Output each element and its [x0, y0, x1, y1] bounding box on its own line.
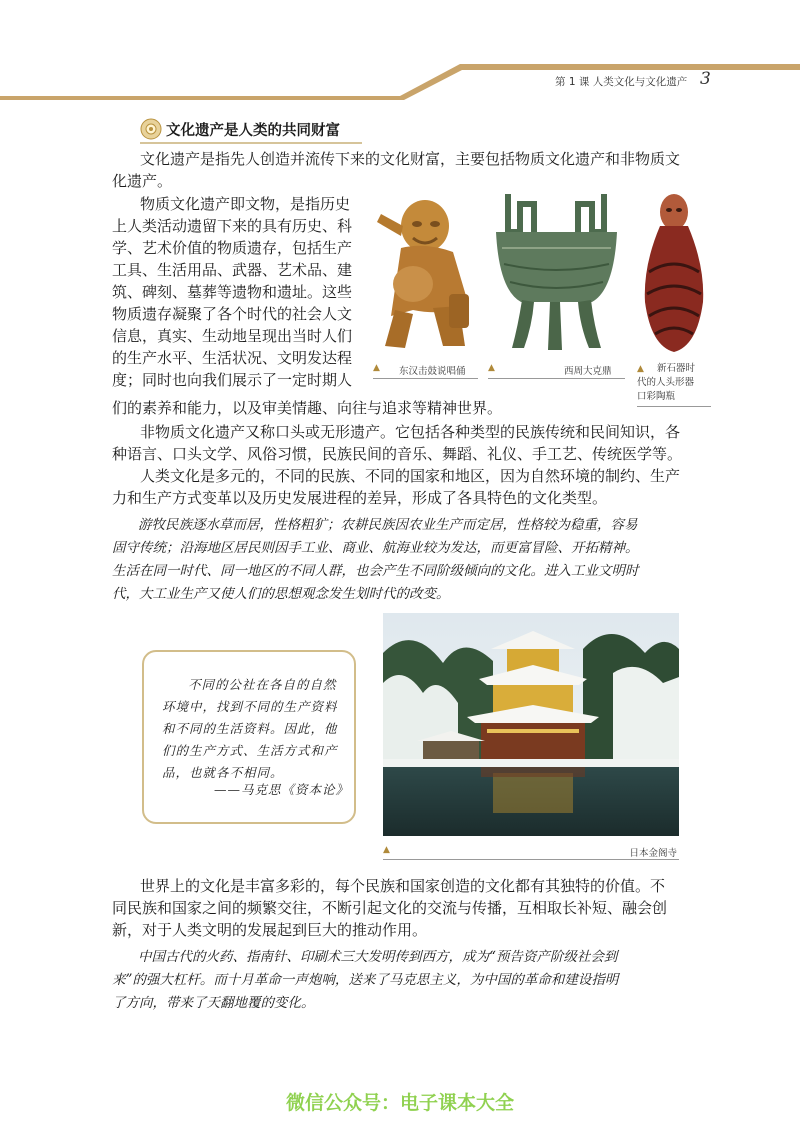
note-2-line: 中国古代的火药、指南针、印刷术三大发明传到西方，成为“预告资产阶级社会到 [138, 949, 618, 965]
paragraph-2-line: 信息，真实、生动地呈现出当时人们 [112, 327, 353, 345]
paragraph-3-line-1: 非物质文化遗产又称口头或无形遗产。它包括各种类型的民族传统和民间知识，各 [140, 423, 681, 441]
caption-rule [637, 406, 711, 407]
section-title-text: 文化遗产是人类的共同财富 [166, 122, 340, 139]
caption-rule [488, 378, 625, 379]
paragraph-2-line: 筑、碑刻、墓葬等遗物和遗址。这些 [112, 283, 353, 301]
paragraph-2-line: 物质遗存凝聚了各个时代的社会人文 [112, 305, 353, 323]
figure-3-caption-line: 新石器时 [657, 363, 696, 374]
page-number: 3 [700, 69, 711, 89]
bronze-ding-photo [488, 186, 625, 358]
paragraph-2-line: 上人类活动遗留下来的具有历史、科 [112, 217, 353, 235]
caption-triangle-icon: ▲ [488, 363, 495, 373]
paragraph-3-line-2: 种语言、口头文学、风俗习惯，民族民间的音乐、舞蹈、礼仪、手工艺、传统医学等。 [112, 445, 683, 463]
paragraph-2-line: 工具、生活用品、武器、艺术品、建 [112, 261, 353, 279]
quote-box [142, 650, 356, 824]
caption-triangle-icon: ▲ [383, 845, 390, 855]
caption-triangle-icon: ▲ [637, 364, 644, 374]
quote-source: ——马克思《资本论》 [214, 782, 350, 797]
paragraph-2-line: 度；同时也向我们展示了一定时期人 [112, 371, 353, 389]
caption-triangle-icon: ▲ [373, 363, 380, 373]
note-2-line: 来”的强大杠杆。而十月革命一声炮响，送来了马克思主义，为中国的革命和建设指明 [112, 972, 619, 988]
note-1-line: 游牧民族逐水草而居，性格粗犷；农耕民族因农业生产而定居，性格较为稳重，容易 [138, 517, 638, 533]
paragraph-2-line: 物质文化遗产即文物，是指历史 [140, 195, 351, 213]
kinkakuji-photo [383, 613, 679, 836]
caption-rule [383, 859, 679, 860]
note-1-line: 代，大工业生产又使人们的思想观念发生划时代的改变。 [112, 586, 450, 602]
footer-watermark: 微信公众号：电子课本大全 [285, 1092, 514, 1114]
paragraph-4-line-2: 力和生产方式变革以及历史发展进程的差异，形成了各具特色的文化类型。 [112, 489, 608, 507]
quote-text: 不同的公社在各自的自然环境中，找到不同的生产资料和不同的生活资料。因此，他们的生产方式、生活方式和产品，也就各不相同。 [162, 677, 338, 780]
paragraph-5 [112, 875, 667, 941]
paragraph-2 [112, 193, 374, 391]
figure-3-caption-line: 口彩陶瓶 [637, 391, 676, 402]
figure-2-caption-text: 西周大克鼎 [564, 366, 612, 377]
figure-3-caption [637, 362, 713, 408]
note-1 [112, 514, 639, 606]
figure-3-caption-line: 代的人头形器 [637, 377, 695, 388]
figure-2-caption [488, 363, 625, 377]
flower-badge-icon [140, 118, 162, 140]
figure-1-caption [373, 363, 478, 377]
figurine-photo [373, 186, 478, 358]
running-head: 第 1 课 人类文化与文化遗产 [555, 76, 688, 88]
paragraph-2-line: 学、艺术价值的物质遗存，包括生产 [112, 239, 353, 257]
figure-4-caption [383, 845, 679, 859]
paragraph-5-line: 同民族和国家之间的频繁交往，不断引起文化的交流与传播，互相取长补短、融会创 [112, 899, 668, 917]
paragraph-5-line: 新，对于人类文明的发展起到巨大的推动作用。 [112, 921, 428, 939]
note-1-line: 固守传统；沿海地区居民则因手工业、商业、航海业较为发达，而更富冒险、开拓精神。 [112, 540, 639, 556]
pottery-vase-photo [637, 186, 711, 356]
paragraph-4-line-1: 人类文化是多元的，不同的民族、不同的国家和地区，因为自然环境的制约、生产 [140, 467, 681, 485]
note-2-line: 了方向，带来了天翻地覆的变化。 [112, 995, 315, 1011]
paragraph-1-line-2: 化遗产。 [112, 172, 173, 190]
figure-1-caption-text: 东汉击鼓说唱俑 [399, 366, 466, 377]
section-title-underline [140, 142, 362, 144]
note-1-line: 生活在同一时代、同一地区的不同人群，也会产生不同阶级倾向的文化。进入工业文明时 [112, 563, 639, 579]
section-title [140, 118, 340, 140]
note-2 [112, 946, 618, 1015]
paragraph-5-line: 世界上的文化是丰富多彩的，每个民族和国家创造的文化都有其独特的价值。不 [140, 877, 666, 895]
paragraph-1-line-1: 文化遗产是指先人创造并流传下来的文化财富，主要包括物质文化遗产和非物质文 [140, 150, 681, 168]
figure-4-caption-text: 日本金阁寺 [629, 848, 677, 859]
paragraph-2-last-line: 们的素养和能力，以及审美情趣、向往与追求等精神世界。 [112, 399, 503, 417]
caption-rule [373, 378, 478, 379]
paragraph-2-line: 的生产水平、生活状况、文明发达程 [112, 349, 353, 367]
